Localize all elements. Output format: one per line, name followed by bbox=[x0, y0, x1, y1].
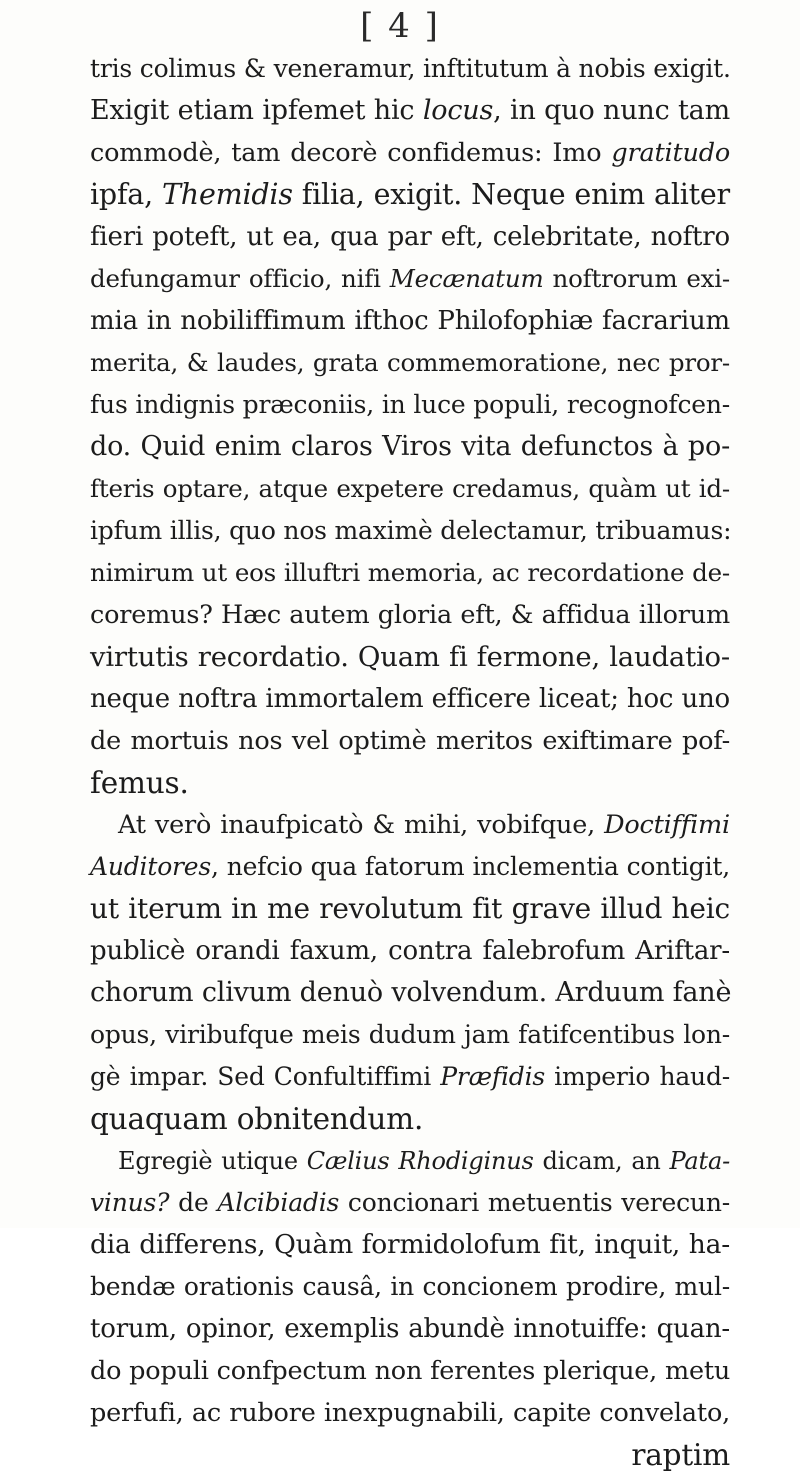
text-line bbox=[90, 468, 730, 510]
text-line bbox=[90, 1224, 730, 1266]
text-run: commodè, tam decorè confidemus: Imo bbox=[90, 138, 612, 168]
text-line bbox=[90, 300, 730, 342]
text-line bbox=[90, 804, 730, 846]
text-run: , in quo nunc tam bbox=[493, 95, 730, 126]
text-run: tris colimus & veneramur, inftitutum à nobis exigit. bbox=[90, 54, 731, 83]
text-run: neque noftra immortalem efficere liceat; hoc uno bbox=[90, 684, 730, 714]
text-line bbox=[90, 552, 730, 594]
text-run: bendæ orationis causâ, in concionem prodire, mul- bbox=[90, 1272, 730, 1301]
text-line bbox=[90, 846, 730, 888]
text-line bbox=[90, 1350, 730, 1392]
text-run: dicam, an bbox=[533, 1147, 670, 1175]
text-line bbox=[90, 762, 730, 804]
text-run: ipfum illis, quo nos maximè delectamur, tribuamus: bbox=[90, 516, 732, 545]
text-run: fteris optare, atque expetere credamus, quàm ut id- bbox=[90, 474, 730, 503]
text-line bbox=[90, 342, 730, 384]
text-line bbox=[90, 90, 730, 132]
text-run: Egregiè utique bbox=[118, 1147, 307, 1175]
text-line bbox=[90, 132, 730, 174]
text-run: mia in nobiliffimum ifthoc Philofophiæ facrarium bbox=[90, 306, 730, 336]
text-line bbox=[90, 720, 730, 762]
text-run: Exigit etiam ipfemet hic bbox=[90, 95, 423, 126]
text-line bbox=[90, 384, 730, 426]
text-run: fus indignis præconiis, in luce populi, recognofcen- bbox=[90, 390, 730, 419]
text-run: perfufi, ac rubore inexpugnabili, capite convelato, bbox=[90, 1398, 730, 1428]
text-run: do populi confpectum non ferentes plerique, metu bbox=[90, 1356, 731, 1386]
text-line bbox=[90, 1140, 730, 1182]
italic-run: Auditores bbox=[90, 852, 212, 881]
text-line bbox=[90, 174, 730, 216]
text-run: merita, & laudes, grata commemoratione, nec pror- bbox=[90, 348, 730, 377]
italic-run: Præfidis bbox=[440, 1062, 545, 1091]
text-line bbox=[90, 888, 730, 930]
text-line bbox=[90, 1308, 730, 1350]
text-run: torum, opinor, exemplis abundè innotuiffe: quan- bbox=[90, 1314, 730, 1344]
italic-run: Alcibiadis bbox=[217, 1188, 340, 1217]
text-run: imperio haud- bbox=[545, 1062, 730, 1091]
text-run: quaquam obnitendum. bbox=[90, 1102, 424, 1136]
italic-run: Themidis bbox=[162, 178, 293, 211]
text-line bbox=[90, 1056, 730, 1098]
page-number: [ 4 ] bbox=[360, 6, 440, 46]
text-run: de mortuis nos vel optimè meritos exiftimare pof- bbox=[90, 726, 730, 756]
text-run: de bbox=[169, 1188, 218, 1217]
text-run: filia, exigit. Neque enim aliter bbox=[292, 178, 730, 211]
text-run: At verò inaufpicatò & mihi, vobifque, bbox=[118, 810, 605, 840]
body-text bbox=[90, 48, 730, 1476]
text-run: do. Quid enim claros Viros vita defunctos à po- bbox=[90, 431, 730, 462]
text-run: , nefcio qua fatorum inclementia contigit, bbox=[211, 852, 730, 881]
italic-run: Doctiffimi bbox=[604, 810, 730, 840]
text-run: publicè orandi faxum, contra falebrofum Ariftar- bbox=[90, 936, 730, 966]
text-run: raptim bbox=[631, 1438, 730, 1472]
text-line bbox=[90, 636, 730, 678]
text-line bbox=[90, 510, 730, 552]
text-run: ipfa, bbox=[90, 178, 162, 211]
catchword bbox=[90, 1434, 730, 1476]
text-run: concionari metuentis verecun- bbox=[339, 1188, 730, 1217]
text-run: noftrorum exi- bbox=[543, 264, 730, 293]
text-run: femus. bbox=[90, 766, 189, 800]
text-run: gè impar. Sed Confultiffimi bbox=[90, 1062, 441, 1091]
text-run: fieri poteft, ut ea, qua par eft, celebritate, noftro bbox=[90, 222, 730, 252]
text-line bbox=[90, 1182, 730, 1224]
text-line bbox=[90, 594, 730, 636]
text-line bbox=[90, 930, 730, 972]
text-run: dia differens, Quàm formidolofum fit, inquit, ha- bbox=[90, 1229, 730, 1260]
text-line bbox=[90, 426, 730, 468]
italic-run: Cælius Rhodiginus bbox=[306, 1147, 534, 1175]
text-line bbox=[90, 972, 730, 1014]
text-run: chorum clivum denuò volvendum. Arduum fanè bbox=[90, 977, 732, 1008]
text-run: nimirum ut eos illuftri memoria, ac recordatione de- bbox=[90, 558, 730, 587]
text-line bbox=[90, 216, 730, 258]
italic-run: vinus? bbox=[90, 1188, 170, 1217]
italic-run: Mecænatum bbox=[389, 264, 544, 293]
text-line bbox=[90, 1098, 730, 1140]
text-line bbox=[90, 1392, 730, 1434]
text-line bbox=[90, 1266, 730, 1308]
italic-run: gratitudo bbox=[611, 138, 730, 168]
text-run: coremus? Hæc autem gloria eft, & affidua illorum bbox=[90, 600, 730, 630]
text-line bbox=[90, 48, 730, 90]
italic-run: locus bbox=[422, 95, 494, 126]
italic-run: Pata- bbox=[669, 1147, 730, 1175]
text-run: ut iterum in me revolutum fit grave illud heic bbox=[90, 892, 730, 925]
text-run: defungamur officio, nifi bbox=[90, 264, 390, 293]
text-line bbox=[90, 678, 730, 720]
text-line bbox=[90, 1014, 730, 1056]
text-line bbox=[90, 258, 730, 300]
text-run: virtutis recordatio. Quam fi fermone, laudatio- bbox=[90, 641, 730, 673]
text-run: opus, viribufque meis dudum jam fatifcentibus lon- bbox=[90, 1020, 730, 1049]
